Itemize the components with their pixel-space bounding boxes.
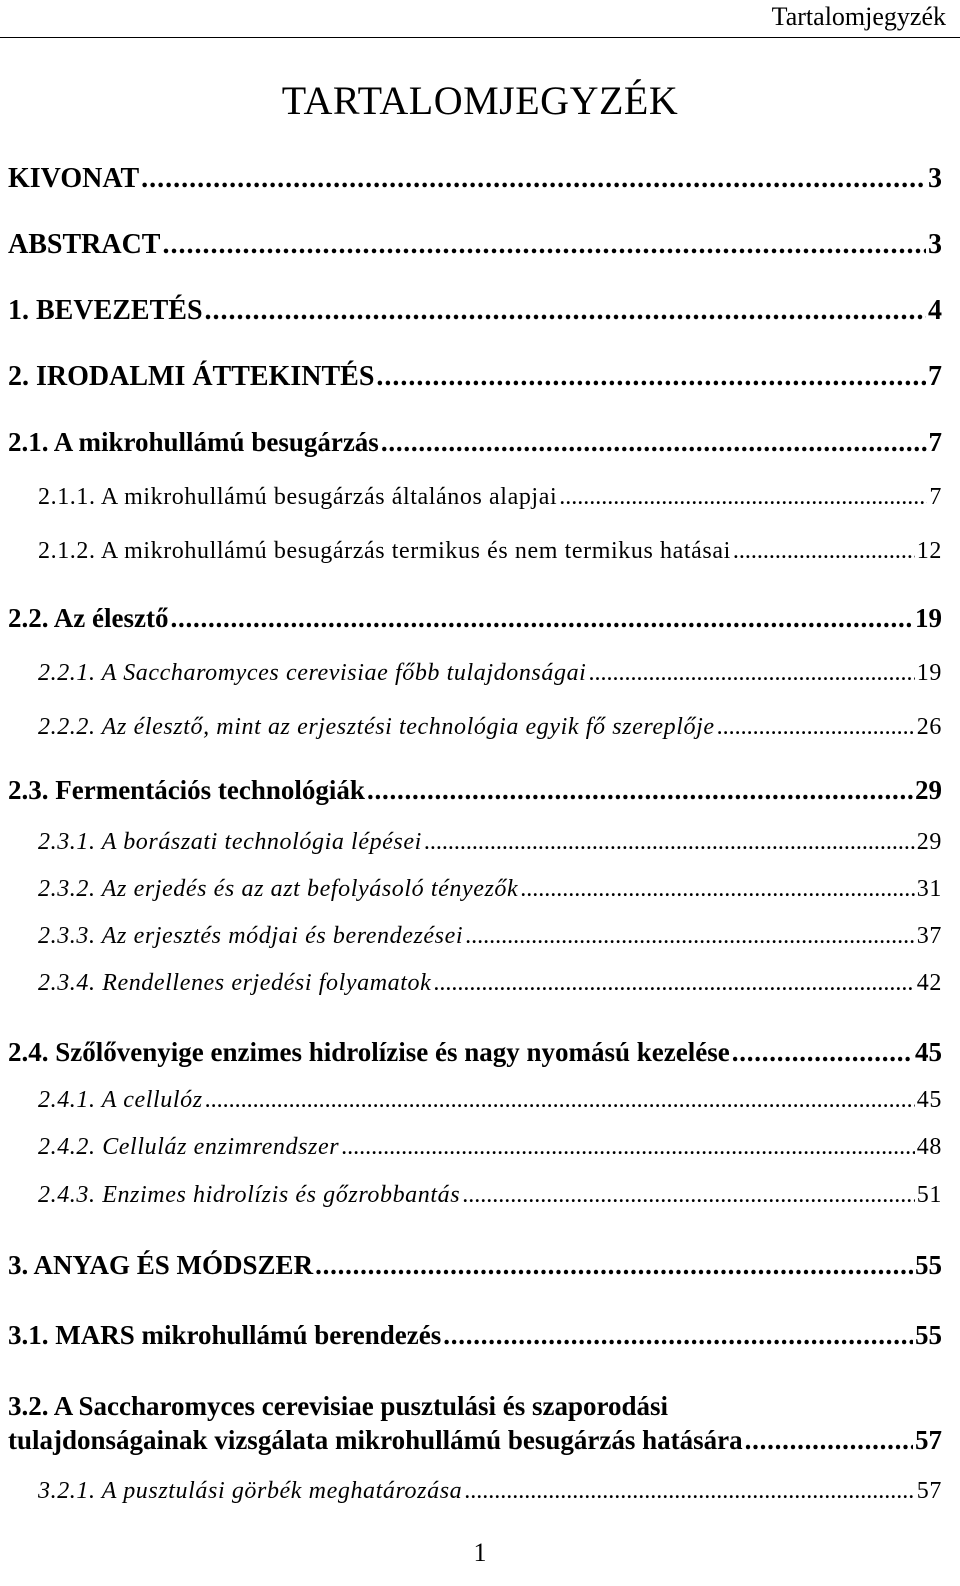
- toc-label: 2.2. Az élesztő: [8, 603, 169, 633]
- toc-leader: [141, 163, 926, 195]
- toc-leader: [205, 1087, 915, 1114]
- toc-leader: [732, 1037, 913, 1068]
- toc-page: 12: [916, 538, 942, 564]
- toc-label: 2.2.2. Az élesztő, mint az erjesztési technológia egyik fő szereplője: [38, 714, 715, 740]
- toc-leader: [520, 876, 915, 903]
- toc-label: 2.2.1. A Saccharomyces cerevisiae főbb tulajdonságai: [38, 660, 587, 686]
- toc-entry-2-3-2[interactable]: [0, 876, 960, 916]
- toc-page: 55: [915, 1250, 942, 1280]
- toc-label: 3. ANYAG ÉS MÓDSZER: [8, 1250, 314, 1280]
- toc-entry-2-3-1[interactable]: [0, 829, 960, 869]
- toc-page: 29: [915, 775, 942, 805]
- page-title: TARTALOMJEGYZÉK: [281, 78, 679, 123]
- toc-entry-2-1[interactable]: [0, 427, 960, 467]
- toc-page: 29: [916, 829, 942, 855]
- toc-leader: [205, 295, 926, 327]
- toc-page: 57: [916, 1478, 942, 1504]
- toc-page: 57: [915, 1425, 942, 1455]
- toc-entry-2-2[interactable]: [0, 603, 960, 643]
- toc-label: 2.3.1. A borászati technológia lépései: [38, 829, 422, 855]
- toc-leader: [443, 1320, 913, 1351]
- toc-label: 2.1.1. A mikrohullámú besugárzás általános alapjai: [38, 484, 558, 510]
- running-header: Tartalomjegyzék: [771, 2, 946, 31]
- toc-page: 26: [916, 714, 942, 740]
- toc-entry-bevezetes[interactable]: [0, 295, 960, 335]
- toc-label: 2.3.3. Az erjesztés módjai és berendezései: [38, 923, 464, 949]
- toc-label: 2.4.3. Enzimes hidrolízis és gőzrobbantás: [38, 1182, 461, 1208]
- toc-leader: [341, 1134, 915, 1161]
- toc-entry-3-1[interactable]: [0, 1320, 960, 1360]
- toc-label: tulajdonságainak vizsgálata mikrohullámú besugárzás hatására: [8, 1425, 743, 1455]
- toc-label: 3.2.1. A pusztulási görbék meghatározása: [38, 1478, 463, 1504]
- toc-page: 19: [915, 603, 942, 633]
- toc-entry-2-3-3[interactable]: [0, 923, 960, 963]
- toc-leader: [376, 361, 926, 393]
- toc-label: 2.4.2. Celluláz enzimrendszer: [38, 1134, 340, 1160]
- toc-entry-2-4-3[interactable]: [0, 1182, 960, 1222]
- toc-leader: [315, 1250, 913, 1281]
- toc-leader: [462, 1182, 915, 1209]
- toc-page: 4: [928, 295, 942, 326]
- toc-leader: [367, 775, 913, 806]
- toc-entry-2-1-2[interactable]: [0, 538, 960, 578]
- toc-page: 37: [916, 923, 942, 949]
- toc-page: 19: [916, 660, 942, 686]
- toc-entry-3-2-line1[interactable]: 3.2. A Saccharomyces cerevisiae pusztulási és szaporodási: [8, 1391, 668, 1421]
- toc-leader: [170, 603, 913, 634]
- toc-leader: [433, 970, 914, 997]
- toc-leader: [465, 923, 915, 950]
- toc-page: 51: [916, 1182, 942, 1208]
- toc-page: 45: [916, 1087, 942, 1113]
- toc-page: 45: [915, 1037, 942, 1067]
- toc-leader: [381, 427, 927, 458]
- toc-entry-kivonat[interactable]: [0, 163, 960, 203]
- toc-entry-2-4[interactable]: [0, 1037, 960, 1077]
- toc-page: 7: [928, 361, 942, 392]
- toc-leader: [464, 1478, 915, 1505]
- toc-leader: [745, 1425, 913, 1456]
- toc-label: 2.4. Szőlővenyige enzimes hidrolízise és nagy nyomású kezelése: [8, 1037, 730, 1067]
- toc-leader: [588, 660, 914, 687]
- header-divider: [0, 37, 960, 38]
- toc-entry-2-2-2[interactable]: [0, 714, 960, 754]
- toc-leader: [162, 229, 926, 261]
- toc-entry-2-3-4[interactable]: [0, 970, 960, 1010]
- toc-page: 7: [929, 484, 942, 510]
- toc-page: 31: [916, 876, 942, 902]
- toc-entry-3-2[interactable]: [0, 1425, 960, 1465]
- toc-entry-anyag-es-modszer[interactable]: [0, 1250, 960, 1290]
- toc-label: 2.3. Fermentációs technológiák: [8, 775, 365, 805]
- toc-label: 2.3.4. Rendellenes erjedési folyamatok: [38, 970, 432, 996]
- toc-entry-2-1-1[interactable]: [0, 484, 960, 524]
- toc-entry-2-2-1[interactable]: [0, 660, 960, 700]
- toc-label: 2. IRODALMI ÁTTEKINTÉS: [8, 361, 375, 392]
- toc-page: 55: [915, 1320, 942, 1350]
- toc-entry-2-4-1[interactable]: [0, 1087, 960, 1127]
- toc-entry-abstract[interactable]: [0, 229, 960, 269]
- toc-label: 2.1. A mikrohullámú besugárzás: [8, 427, 379, 457]
- toc-entry-2-3[interactable]: [0, 775, 960, 815]
- page-number: 1: [473, 1538, 487, 1567]
- toc-label: KIVONAT: [8, 163, 140, 194]
- toc-page: 3: [928, 229, 942, 260]
- toc-label: 2.3.2. Az erjedés és az azt befolyásoló tényezők: [38, 876, 519, 902]
- toc-page: 3: [928, 163, 942, 194]
- toc-page: 7: [928, 427, 942, 457]
- toc-leader: [424, 829, 915, 856]
- toc-label: 2.1.2. A mikrohullámú besugárzás termikus és nem termikus hatásai: [38, 538, 731, 564]
- toc-leader: [733, 538, 915, 565]
- toc-label: ABSTRACT: [8, 229, 161, 260]
- toc-label: 3.1. MARS mikrohullámú berendezés: [8, 1320, 442, 1350]
- toc-label: 2.4.1. A cellulóz: [38, 1087, 203, 1113]
- toc-leader: [717, 714, 915, 741]
- toc-label: 1. BEVEZETÉS: [8, 295, 203, 326]
- toc-entry-irodalmi-attekintes[interactable]: [0, 361, 960, 401]
- toc-page: 42: [916, 970, 942, 996]
- toc-entry-2-4-2[interactable]: [0, 1134, 960, 1174]
- toc-leader: [559, 484, 927, 511]
- toc-page: 48: [916, 1134, 942, 1160]
- toc-entry-3-2-1[interactable]: [0, 1478, 960, 1518]
